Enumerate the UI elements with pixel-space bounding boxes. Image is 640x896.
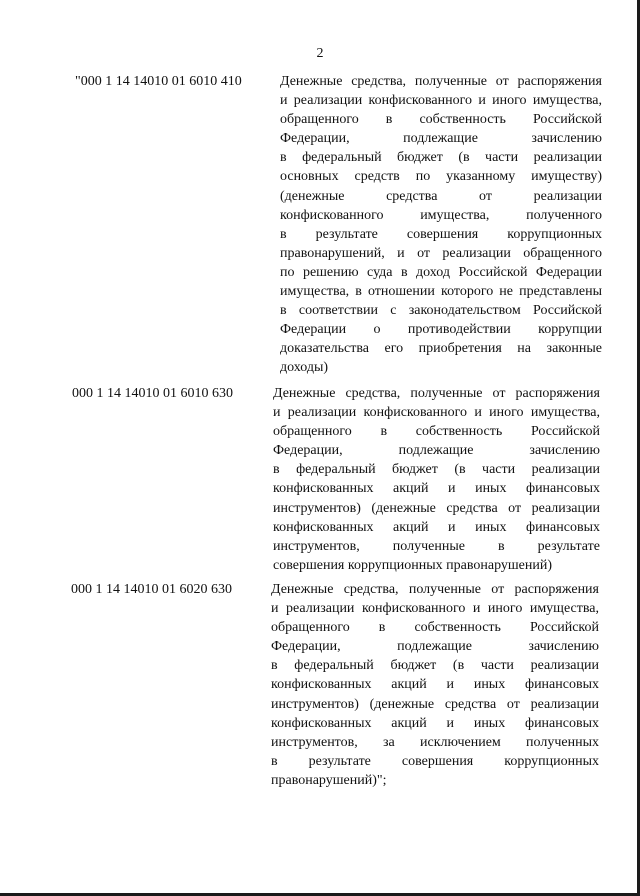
description-line: конфискованных акций и иных финансовых <box>273 481 600 497</box>
description-line: (денежные средства от реализации <box>280 188 602 204</box>
description-line: конфискованного имущества, полученного <box>280 207 602 223</box>
description-line: в соответствии с законодательством Российской <box>280 303 602 319</box>
budget-code: 000 1 14 14010 01 6020 630 <box>71 582 232 597</box>
description-line: обращенного в собственность Российской <box>280 112 602 128</box>
description-line: и реализации конфискованного и иного имущества, <box>271 601 599 617</box>
description-line: обращенного в собственность Российской <box>273 424 600 440</box>
description-line: совершения коррупционных правонарушений) <box>273 557 553 573</box>
description-line: основных средств по указанному имуществу) <box>280 169 602 185</box>
description-line: правонарушений)"; <box>271 772 387 788</box>
description-line: конфискованных акций и иных финансовых <box>271 677 599 693</box>
code-description <box>273 384 600 575</box>
description-line: и реализации конфискованного и иного имущества, <box>273 405 600 421</box>
description-line: правонарушений, и от реализации обращенного <box>280 245 602 261</box>
description-line: в федеральный бюджет (в части реализации <box>271 658 599 674</box>
description-line: в федеральный бюджет (в части реализации <box>280 150 602 166</box>
description-line: обращенного в собственность Российской <box>271 620 599 636</box>
description-line: инструментов, полученные в результате <box>273 538 600 554</box>
description-line: Денежные средства, полученные от распоряжения <box>280 74 602 89</box>
description-line: Федерации о противодействии коррупции <box>280 322 602 338</box>
description-line: по решению суда в доход Российской Федерации <box>280 264 602 280</box>
description-line: и реализации конфискованного и иного имущества, <box>280 93 602 109</box>
description-line: Денежные средства, полученные от распоряжения <box>273 386 600 401</box>
code-description <box>280 72 602 378</box>
code-description <box>271 580 599 790</box>
budget-code: 000 1 14 14010 01 6010 630 <box>72 386 233 401</box>
description-line: конфискованных акций и иных финансовых <box>273 519 600 535</box>
description-line: Федерации, подлежащие зачислению <box>280 131 602 147</box>
description-line: Федерации, подлежащие зачислению <box>273 443 600 459</box>
description-line: Денежные средства, полученные от распоряжения <box>271 582 599 597</box>
description-line: в федеральный бюджет (в части реализации <box>273 462 600 478</box>
description-line: доказательства его приобретения на законные <box>280 341 602 357</box>
description-line: инструментов) (денежные средства от реализации <box>271 696 599 712</box>
description-line: Федерации, подлежащие зачислению <box>271 639 599 655</box>
description-line: в результате совершения коррупционных <box>271 753 599 769</box>
description-line: имущества, в отношении которого не представлены <box>280 284 602 300</box>
description-line: доходы) <box>280 360 329 376</box>
description-line: конфискованных акций и иных финансовых <box>271 715 599 731</box>
description-line: в результате совершения коррупционных <box>280 226 602 242</box>
budget-code: "000 1 14 14010 01 6010 410 <box>75 74 242 89</box>
description-line: инструментов, за исключением полученных <box>271 734 599 750</box>
page-number: 2 <box>316 46 324 61</box>
description-line: инструментов) (денежные средства от реализации <box>273 500 600 516</box>
